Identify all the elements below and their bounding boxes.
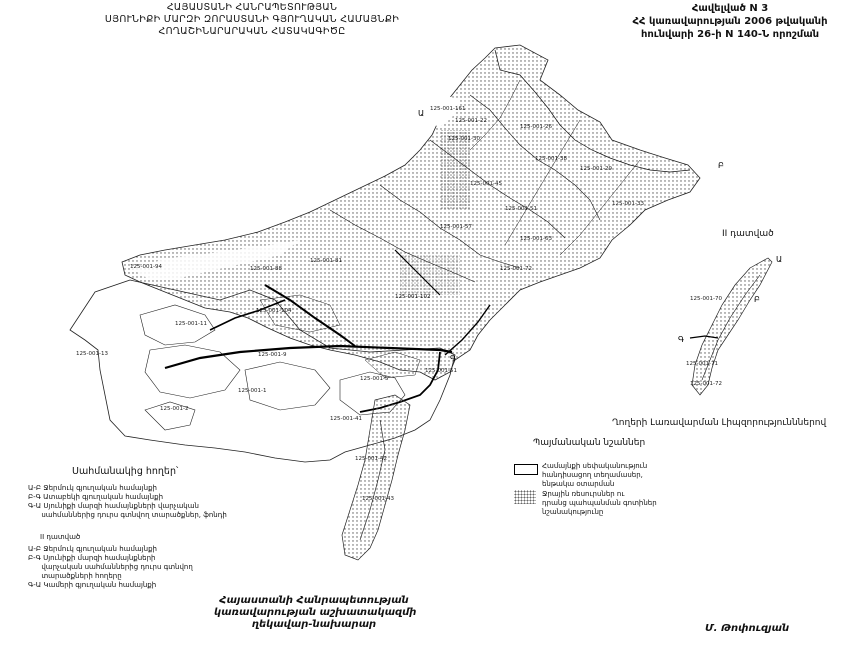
- appendix-line-2: ՀՀ կառավարության 2006 թվականի: [632, 16, 828, 27]
- svg-text:125-001-11: 125-001-11: [175, 321, 207, 327]
- boundary-item: Գ-Ա Սյունիքի մարզի համայնքների վարչական: [28, 502, 199, 510]
- svg-text:125-001-161: 125-001-161: [430, 106, 466, 112]
- svg-text:125-001-51: 125-001-51: [425, 368, 457, 374]
- boundary-item: Բ-Գ Ատաբեկի գյուղական համայնքի: [28, 493, 164, 501]
- boundary-item: տարածքների հողերը: [28, 572, 122, 580]
- svg-text:125-001-42: 125-001-42: [355, 456, 387, 462]
- svg-text:125-001-57: 125-001-57: [440, 224, 472, 230]
- svg-text:125-001-30: 125-001-30: [448, 136, 480, 142]
- svg-text:125-001-70: 125-001-70: [690, 296, 722, 302]
- legend-item-owned: [542, 462, 647, 489]
- boundary-item: Գ-Ա Կամերի գյուղական համայնքի: [28, 581, 157, 589]
- svg-text:125-001-41: 125-001-41: [330, 416, 362, 422]
- sheet2-label: II դատված: [722, 229, 774, 239]
- svg-text:125-001-13: 125-001-13: [76, 351, 108, 357]
- svg-text:125-001-26: 125-001-26: [520, 124, 552, 130]
- svg-text:125-001-104: 125-001-104: [256, 308, 292, 314]
- legend-item1-line2: հանդիսացող տեղամասեր,: [542, 471, 643, 479]
- boundary-list-2: [28, 545, 193, 590]
- svg-text:125-001-38: 125-001-38: [535, 156, 567, 162]
- appendix-line-3: հունվարի 26-ի N 140-Ն որոշման: [640, 29, 820, 40]
- footer-line-2: կառավարության աշխատակազմի: [214, 607, 417, 618]
- svg-text:125-001-72: 125-001-72: [500, 266, 532, 272]
- legend-swatch-water: [514, 490, 536, 504]
- svg-text:125-001-45: 125-001-45: [470, 181, 502, 187]
- svg-text:125-001-63: 125-001-63: [520, 236, 552, 242]
- svg-text:125-001-2: 125-001-2: [160, 406, 189, 412]
- boundary-item: Բ-Գ Սյունիքի մարզի համայնքների: [28, 554, 156, 562]
- legend: [514, 462, 694, 516]
- svg-text:125-001-94: 125-001-94: [130, 264, 162, 270]
- legend-item1-line1: Համայնքի սեփականություն: [542, 462, 648, 470]
- svg-text:125-001-5: 125-001-5: [360, 376, 389, 382]
- sheet2-point-g: Գ: [678, 335, 685, 344]
- boundary-title: Սահմանակից հողեր՝: [72, 466, 179, 477]
- legend-item-water: [542, 490, 657, 517]
- legend-swatch-owned: [514, 464, 538, 475]
- svg-text:125-001-29: 125-001-29: [580, 166, 612, 172]
- point-b-label: Բ: [718, 161, 724, 170]
- signature: Մ. Թոփուզյան: [705, 623, 790, 634]
- svg-text:125-001-88: 125-001-88: [250, 266, 282, 272]
- community-territory: [122, 45, 700, 380]
- svg-text:125-001-9: 125-001-9: [258, 352, 287, 358]
- svg-text:125-001-1: 125-001-1: [238, 388, 267, 394]
- svg-text:125-001-43: 125-001-43: [362, 496, 394, 502]
- boundary-item: Ա-Բ Ջերմուկ գյուղական համայնքի: [28, 545, 157, 553]
- title-line-1: ՀԱՅԱՍՏԱՆԻ ՀԱՆՐԱՊԵՏՈՒԹՅԱՆ: [166, 2, 338, 13]
- legend-title: Պայմանական նշաններ: [533, 438, 646, 448]
- sheet2-map: [678, 255, 782, 395]
- footer-line-1: Հայաստանի Հանրապետության: [219, 595, 409, 606]
- svg-text:125-001-72: 125-001-72: [690, 381, 722, 387]
- boundary-list-1: [28, 484, 227, 520]
- title-line-3: ՀՈՂԱՇԻՆԱՐԱՐԱԿԱՆ ՀԱՏԱԿԱԳԻԾԸ: [158, 26, 346, 37]
- legend-item2-line2: դրանց պահպանման գոտիներ: [542, 499, 657, 507]
- boundary-list2-title: II դատված: [40, 533, 81, 541]
- sheet2-point-a: Ա: [776, 255, 783, 264]
- svg-text:125-001-102: 125-001-102: [395, 294, 431, 300]
- point-g-label: Գ: [450, 354, 457, 363]
- legend-item2-line3: նշանակությունը: [542, 508, 604, 516]
- boundary-item: Ա-Բ Ջերմուկ գյուղական համայնքի: [28, 484, 157, 492]
- boundary-item: վարչական սահմաններից դուրս գտնվող: [28, 563, 193, 571]
- boundary-item: սահմաններից դուրս գտնվող տարածքներ, ֆոնդի: [28, 511, 227, 519]
- svg-text:125-001-33: 125-001-33: [612, 201, 644, 207]
- legend-item1-line3: ենթակա օտարման: [542, 480, 615, 488]
- point-a-label: Ա: [418, 109, 425, 118]
- legend-item2-line1: Ջրային ռեսուրսներ ու: [542, 490, 625, 498]
- svg-text:125-001-51: 125-001-51: [505, 206, 537, 212]
- title-line-2: ՍՅՈՒՆԻՔԻ ՄԱՐԶԻ ԶՈՐԱՍՏԱՆԻ ԳՅՈՒՂԱԿԱՆ ՀԱՄԱՅՆՔԻ: [104, 14, 400, 25]
- svg-text:125-001-22: 125-001-22: [455, 118, 487, 124]
- svg-text:125-001-81: 125-001-81: [310, 258, 342, 264]
- signatory-title: [214, 595, 417, 631]
- svg-text:125-001-71: 125-001-71: [686, 361, 718, 367]
- sheet2-caption: Ղողերի Լառավարման Լիպզորությունններով: [612, 418, 827, 428]
- footer-line-3: ղեկավար-նախարար: [251, 619, 377, 630]
- appendix-line-1: Հավելված N 3: [691, 3, 769, 14]
- sheet2-point-b: Բ: [754, 295, 760, 304]
